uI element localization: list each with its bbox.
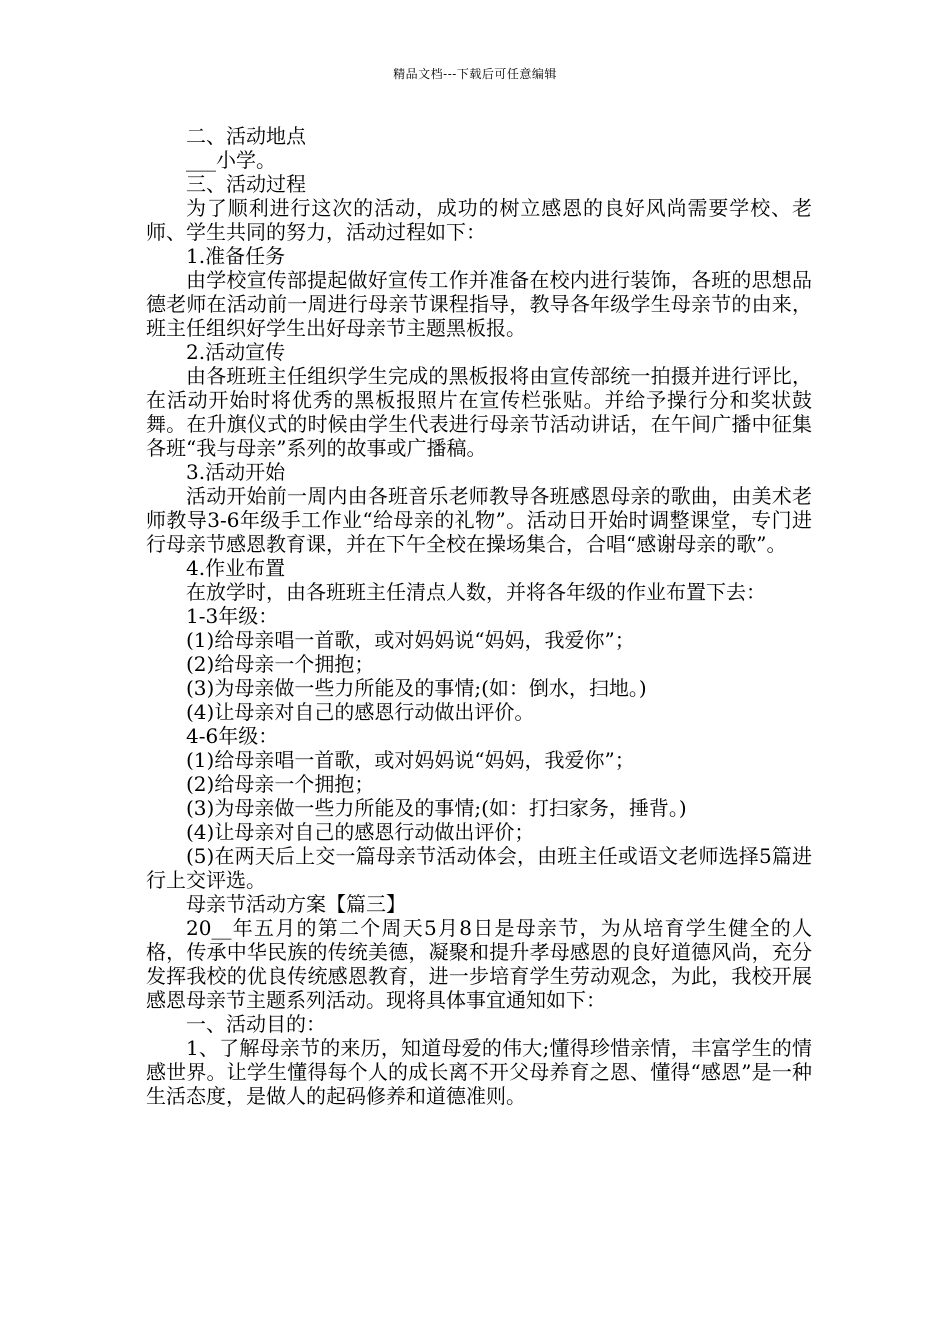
list-item: (3)为母亲做一些力所能及的事情;(如：倒水，扫地。)	[186, 676, 647, 700]
paragraph-location: ___小学。	[186, 148, 276, 172]
paragraph-part-three-intro: 20__年五月的第二个周天5月8日是母亲节，为从培育学生健全的人格，传承中华民族的传统美德，凝聚和提升孝母感恩的良好道德风尚，充分发挥我校的优良传统感恩教育，进一步培育学生劳动观念，为此，我校开展感恩母亲节主题系列活动。现将具体事宜通知如下：	[146, 916, 812, 1012]
paragraph-purpose-1: 1、了解母亲节的来历，知道母爱的伟大;懂得珍惜亲情，丰富学生的情感世界。让学生懂得每个人的成长离不开父母养育之恩、懂得“感恩”是一种生活态度，是做人的起码修养和道德准则。	[146, 1036, 812, 1108]
section-heading-location: 二、活动地点	[186, 124, 306, 148]
list-item: (5)在两天后上交一篇母亲节活动体会，由班主任或语文老师选择5篇进行上交评选。	[146, 844, 812, 892]
list-item: (4)让母亲对自己的感恩行动做出评价。	[186, 700, 535, 724]
list-item: (1)给母亲唱一首歌，或对妈妈说“妈妈，我爱你”；	[186, 628, 635, 652]
section-heading-purpose: 一、活动目的：	[186, 1012, 326, 1036]
subheading-preparation: 1.准备任务	[186, 244, 286, 268]
list-item: (4)让母亲对自己的感恩行动做出评价；	[186, 820, 535, 844]
list-item: (2)给母亲一个拥抱；	[186, 772, 375, 796]
page-header: 精品文档---下载后可任意编辑	[393, 67, 557, 81]
list-item: (1)给母亲唱一首歌，或对妈妈说“妈妈，我爱你”；	[186, 748, 635, 772]
grade-group-4-6: 4-6年级：	[186, 724, 279, 748]
subheading-homework: 4.作业布置	[186, 556, 286, 580]
section-title-part-three: 母亲节活动方案【篇三】	[186, 892, 406, 916]
subheading-promotion: 2.活动宣传	[186, 340, 286, 364]
list-item: (3)为母亲做一些力所能及的事情;(如：打扫家务，捶背。)	[186, 796, 687, 820]
grade-group-1-3: 1-3年级：	[186, 604, 279, 628]
document-body	[146, 124, 812, 1108]
subheading-start: 3.活动开始	[186, 460, 286, 484]
list-item: (2)给母亲一个拥抱；	[186, 652, 375, 676]
paragraph-homework: 在放学时，由各班班主任清点人数，并将各年级的作业布置下去：	[186, 580, 766, 604]
paragraph-process-intro: 为了顺利进行这次的活动，成功的树立感恩的良好风尚需要学校、老师、学生共同的努力，活动过程如下：	[146, 196, 812, 244]
paragraph-start: 活动开始前一周内由各班音乐老师教导各班感恩母亲的歌曲，由美术老师教导3-6年级手工作业“给母亲的礼物”。活动日开始时调整课堂，专门进行母亲节感恩教育课，并在下午全校在操场集合，合唱“感谢母亲的歌”。	[146, 484, 812, 556]
section-heading-process: 三、活动过程	[186, 172, 306, 196]
paragraph-promotion: 由各班班主任组织学生完成的黑板报将由宣传部统一拍摄并进行评比，在活动开始时将优秀的黑板报照片在宣传栏张贴。并给予操行分和奖状鼓舞。在升旗仪式的时候由学生代表进行母亲节活动讲话，在午间广播中征集各班“我与母亲”系列的故事或广播稿。	[146, 364, 812, 460]
paragraph-preparation: 由学校宣传部提起做好宣传工作并准备在校内进行装饰，各班的思想品德老师在活动前一周进行母亲节课程指导，教导各年级学生母亲节的由来，班主任组织好学生出好母亲节主题黑板报。	[146, 268, 812, 340]
